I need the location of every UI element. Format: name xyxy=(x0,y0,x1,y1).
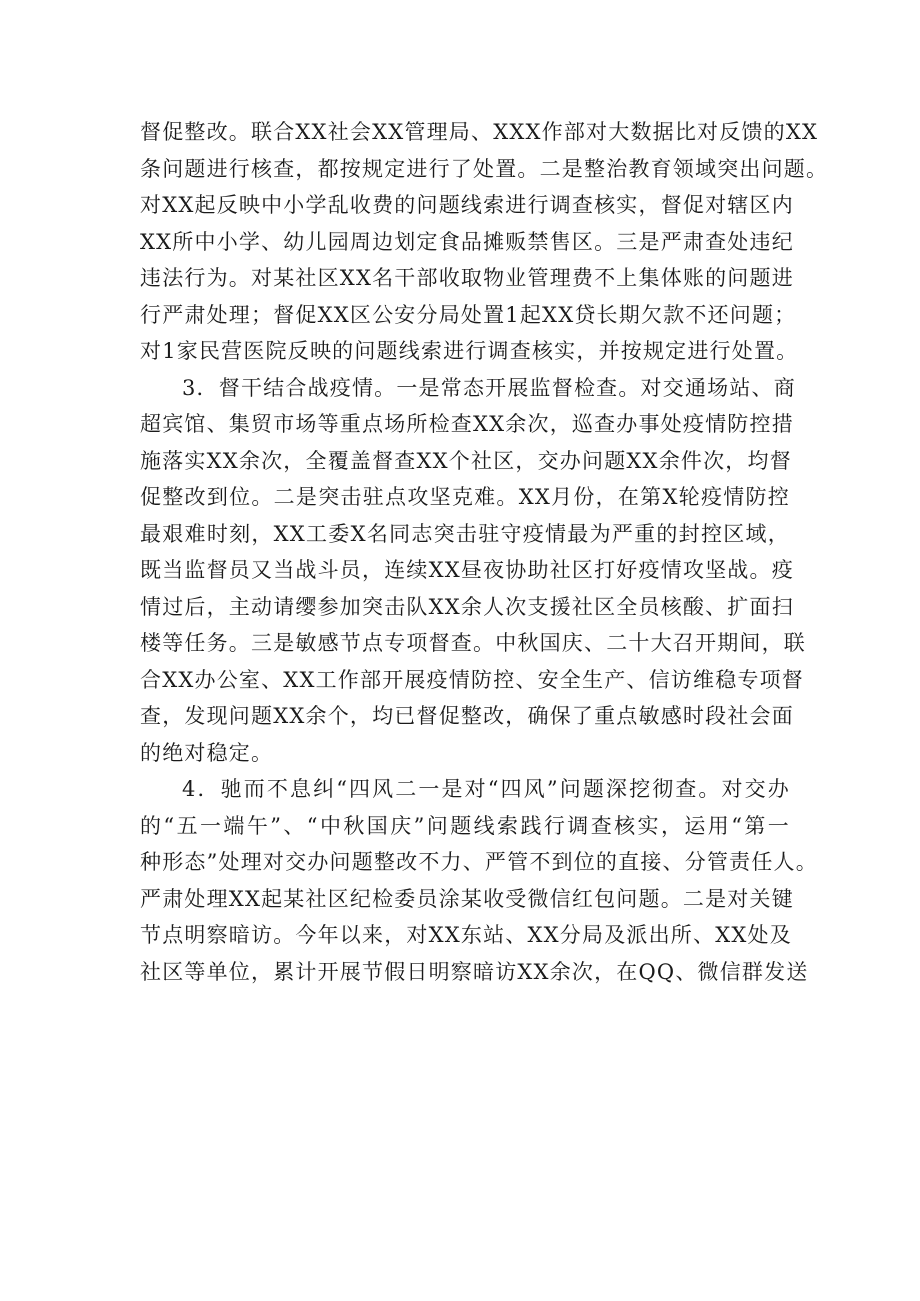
text-line: 查，发现问题XX余个，均已督促整改，确保了重点敏感时段社会面 xyxy=(140,704,794,728)
text-line: 节点明察暗访。今年以来，对XX东站、XX分局及派出所、XX处及 xyxy=(140,923,792,947)
text-line: 施落实XX余次，全覆盖督查XX个社区，交办问题XX余件次，均督 xyxy=(140,448,792,473)
text-line: 对XX起反映中小学乱收费的问题线索进行调查核实，督促对辖区内 xyxy=(140,193,794,217)
text-line: 楼等任务。三是敏感节点专项督查。中秋国庆、二十大召开期间，联 xyxy=(140,631,806,655)
text-line: 违法行为。对某社区XX名干部收取物业管理费不上集体账的问题进 xyxy=(140,266,794,290)
text-line: 4．驰而不息纠“四风二一是对“四风”问题深挖彻查。对交办 xyxy=(182,777,790,801)
text-line: 合XX办公室、XX工作部开展疫情防控、安全生产、信访维稳专项督 xyxy=(140,667,804,692)
text-line: 种形态”处理对交办问题整改不力、严管不到位的直接、分管责任人。 xyxy=(140,850,818,874)
text-line: 的“五一端午”、“中秋国庆”问题线索践行调查核实，运用“第一 xyxy=(140,813,790,838)
text-line: 促整改到位。二是突击驻点攻坚克难。XX月份，在第X轮疫情防控 xyxy=(140,485,790,509)
text-line: 严肃处理XX起某社区纪检委员涂某收受微信红包问题。二是对关键 xyxy=(140,886,794,911)
text-line: 超宾馆、集贸市场等重点场所检查XX余次，巡查办事处疫情防控措 xyxy=(140,412,794,436)
text-line: 的绝对稳定。 xyxy=(140,740,274,765)
text-line: 既当监督员又当战斗员，连续XX昼夜协助社区打好疫情攻坚战。疫 xyxy=(140,558,794,582)
document-body xyxy=(140,114,829,990)
text-line: 督促整改。联合XX社会XX管理局、XXX作部对大数据比对反馈的XX xyxy=(140,120,819,144)
text-line: 条问题进行核查，都按规定进行了处置。二是整治教育领域突出问题。 xyxy=(140,156,829,181)
text-line: 对1家民营医院反映的问题线索进行调查核实，并按规定进行处置。 xyxy=(140,339,799,363)
text-line: 社区等单位，累计开展节假日明察暗访XX余次，在QQ、微信群发送 xyxy=(140,959,809,984)
text-line: 最艰难时刻，XX工委X名同志突击驻守疫情最为严重的封控区域， xyxy=(140,521,790,546)
text-line: 3．督干结合战疫情。一是常态开展监督检查。对交通场站、商 xyxy=(182,375,796,400)
text-line: XX所中小学、幼儿园周边划定食品摊贩禁售区。三是严肃查处违纪 xyxy=(140,229,794,254)
text-line: 情过后，主动请缨参加突击队XX余人次支援社区全员核酸、扩面扫 xyxy=(140,594,794,619)
text-line: 行严肃处理；督促XX区公安分局处置1起XX贷长期欠款不还问题； xyxy=(140,302,797,327)
